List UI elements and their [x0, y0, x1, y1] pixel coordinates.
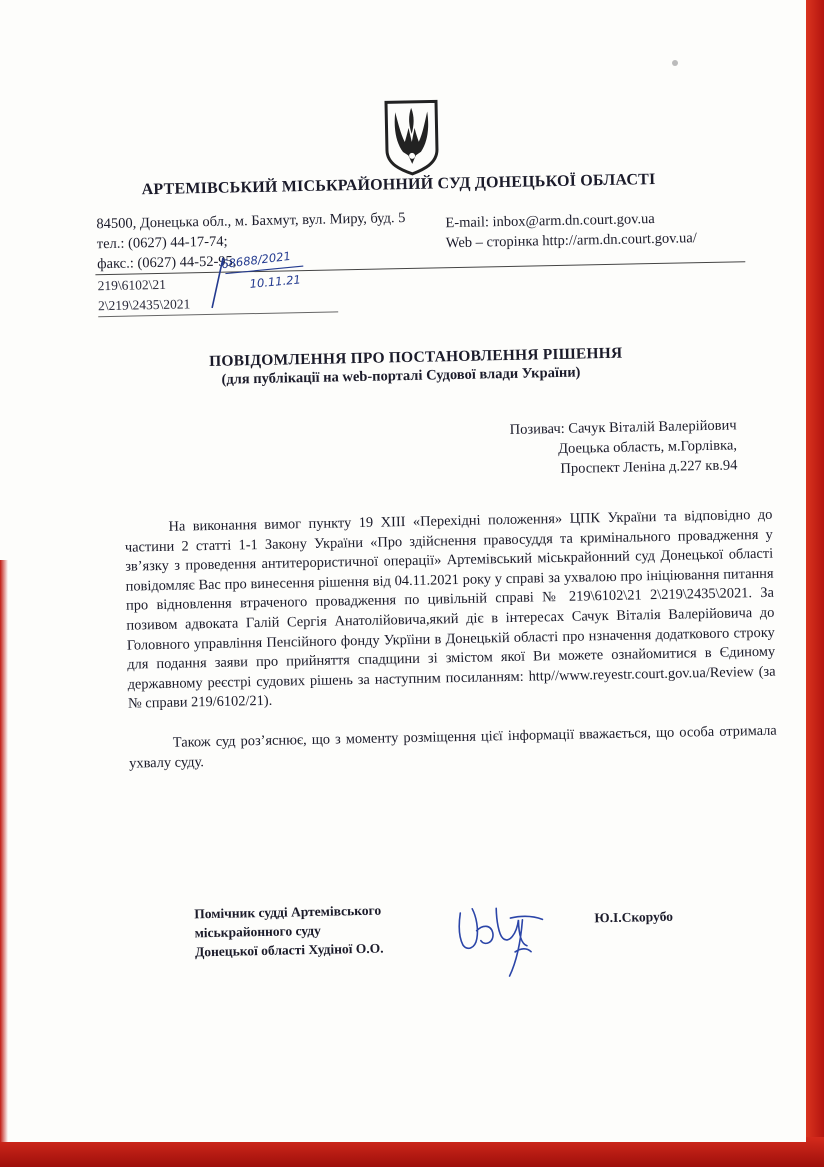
signatory-position-line-3: Донецької області Худіної О.О. [194, 940, 384, 960]
notice-body [124, 506, 777, 774]
plaintiff-name: Позивач: Сачук Віталій Валерійович [509, 417, 737, 438]
plaintiff-address-region: Доецька область, м.Горлівка, [558, 437, 738, 457]
notice-title: ПОВІДОМЛЕННЯ ПРО ПОСТАНОВЛЕННЯ РІШЕННЯ [209, 344, 623, 370]
signatory-position-line-1: Помічник судді Артемівського [194, 902, 382, 922]
body-paragraph-1: На виконання вимог пункту 19 XIII «Перехідні положення» ЦПК України та відповідно до частини 2 статті 1-1 Закону України «Про здійснення правосуддя та кримінального провадження у зв’язку з проведення антитерористичної операції» Артемівський міськрайонний суд Донецької області повідомляє Вас про винесення рішення від 04.11.2021 року у справі за ухвалою про ініціювання питання про відновлення втраченого провадження по цивільній справі № 219\6102\21 2\219\2435\2021. За позивом адвоката Галій Сергія Анатолійовича,який діє в інтересах Сачук Віталія Валерійовича до Головного управління Пенсійного фонду Укрїіни в Донецькій області про нзначення додаткового строку для подання заяви про прийняття спадщини зі змістом якої Ви можете ознайомитися в Єдиному державному реєстрі судових рішень за наступним посиланням: http//www.reyestr.court.gov.ua/Review (за № справи 219/6102/21). [124, 506, 776, 713]
body-paragraph-2: Також суд роз’яснює, що з моменту розміщення цієї інформації вважається, що особа отримала ухвалу суду. [129, 722, 777, 772]
signatory-name: Ю.І.Скорубо [594, 908, 674, 926]
handwritten-incoming-number: 68688/2021 [220, 248, 292, 272]
plaintiff-address-street: Проспект Леніна д.227 кв.94 [560, 457, 738, 477]
court-email: E-mail: inbox@arm.dn.court.gov.ua [445, 211, 655, 232]
court-address: 84500, Донецька обл., м. Бахмут, вул. Миру, буд. 5 [96, 210, 406, 233]
handwritten-incoming-date: 10.11.21 [249, 272, 302, 291]
court-phone: тел.: (0627) 44-17-74; [96, 233, 228, 253]
ukraine-trident-emblem-icon [382, 97, 442, 176]
court-fax: факс.: (0627) 44-52-95, [97, 253, 237, 273]
handwritten-signature [446, 889, 558, 981]
signatory-position [194, 899, 455, 961]
registration-number-1: 219\6102\21 [97, 276, 167, 294]
court-website: Web – сторінка http://arm.dn.court.gov.ua/ [445, 230, 697, 252]
signatory-position-line-2: міськрайонного суду [194, 922, 321, 941]
notice-subtitle: (для публікації на web-порталі Судової влади України) [221, 364, 581, 388]
registration-number-2: 2\219\2435\2021 [97, 296, 191, 314]
court-name: АРТЕМІВСЬКИЙ МІСЬКРАЙОННИЙ СУД ДОНЕЦЬКОЇ ОБЛАСТІ [141, 170, 656, 199]
